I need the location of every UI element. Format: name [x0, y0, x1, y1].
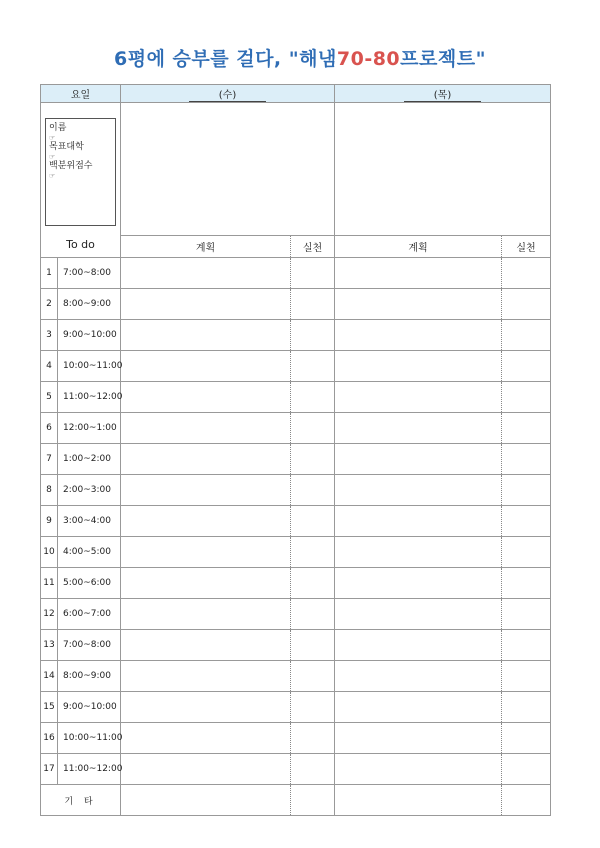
day2-practice-cell[interactable] — [502, 754, 551, 785]
day2-practice-cell[interactable] — [502, 351, 551, 382]
day2-practice-cell[interactable] — [502, 630, 551, 661]
slot-time: 7:00~8:00 — [58, 630, 121, 661]
slot-time: 5:00~6:00 — [58, 568, 121, 599]
day2-notes[interactable] — [335, 103, 551, 236]
time-slot-row — [41, 692, 551, 723]
slot-number: 16 — [41, 723, 58, 754]
day2-plan-cell[interactable] — [335, 537, 502, 568]
slot-number: 7 — [41, 444, 58, 475]
day1-practice-cell[interactable] — [291, 351, 335, 382]
day2-practice-cell[interactable] — [502, 258, 551, 289]
slot-number: 4 — [41, 351, 58, 382]
day2-plan-cell[interactable] — [335, 506, 502, 537]
day2-practice-cell[interactable] — [502, 444, 551, 475]
day2-plan-cell[interactable] — [335, 599, 502, 630]
slot-time: 2:00~3:00 — [58, 475, 121, 506]
goal-label: 목표대학 — [49, 141, 84, 152]
day2-practice-cell[interactable] — [502, 413, 551, 444]
slot-time: 1:00~2:00 — [58, 444, 121, 475]
day1-practice-cell[interactable] — [291, 723, 335, 754]
slot-number: 5 — [41, 382, 58, 413]
day2-practice-cell[interactable] — [502, 289, 551, 320]
day2-plan-cell[interactable] — [335, 444, 502, 475]
day1-practice-cell[interactable] — [291, 537, 335, 568]
slot-time: 11:00~12:00 — [58, 754, 121, 785]
slot-number: 12 — [41, 599, 58, 630]
weekday-label: 요일 — [41, 85, 121, 103]
time-slot-row — [41, 537, 551, 568]
day1-label: (수) — [189, 86, 266, 102]
slot-time: 4:00~5:00 — [58, 537, 121, 568]
day2-practice-cell[interactable] — [502, 382, 551, 413]
day1-practice-cell[interactable] — [291, 568, 335, 599]
day1-plan-cell[interactable] — [121, 351, 291, 382]
title-part2: 70-80 — [336, 48, 401, 70]
slot-number: 14 — [41, 661, 58, 692]
header-row — [41, 85, 551, 103]
day1-plan-cell[interactable] — [121, 320, 291, 351]
day1-plan-cell[interactable] — [121, 537, 291, 568]
day1-extra-practice[interactable] — [291, 785, 335, 816]
slot-time: 9:00~10:00 — [58, 320, 121, 351]
time-slot-row — [41, 475, 551, 506]
title-part1: 6평에 승부를 걸다, "해냄 — [114, 48, 337, 70]
slot-number: 1 — [41, 258, 58, 289]
time-slot-row — [41, 413, 551, 444]
slot-time: 3:00~4:00 — [58, 506, 121, 537]
time-slot-row — [41, 506, 551, 537]
day1-practice-header: 실천 — [291, 236, 335, 258]
day1-plan-cell[interactable] — [121, 289, 291, 320]
page-title — [0, 44, 600, 71]
day1-practice-cell[interactable] — [291, 289, 335, 320]
day1-practice-cell[interactable] — [291, 444, 335, 475]
pointer-icon: ☞ — [49, 152, 56, 161]
day1-practice-cell[interactable] — [291, 258, 335, 289]
day1-practice-cell[interactable] — [291, 320, 335, 351]
info-cell — [41, 103, 121, 258]
day1-plan-cell[interactable] — [121, 444, 291, 475]
day1-plan-cell[interactable] — [121, 661, 291, 692]
slot-time: 10:00~11:00 — [58, 723, 121, 754]
day1-extra-plan[interactable] — [121, 785, 291, 816]
slot-number: 3 — [41, 320, 58, 351]
slot-time: 8:00~9:00 — [58, 289, 121, 320]
slot-number: 17 — [41, 754, 58, 785]
time-slot-row — [41, 351, 551, 382]
time-slot-row — [41, 444, 551, 475]
name-label: 이름 — [49, 122, 67, 133]
time-slot-row — [41, 289, 551, 320]
day2-plan-cell[interactable] — [335, 754, 502, 785]
day2-practice-header: 실천 — [502, 236, 551, 258]
time-slot-row — [41, 630, 551, 661]
day1-practice-cell[interactable] — [291, 599, 335, 630]
day1-plan-cell[interactable] — [121, 475, 291, 506]
time-slot-row — [41, 754, 551, 785]
slot-number: 8 — [41, 475, 58, 506]
slot-time: 12:00~1:00 — [58, 413, 121, 444]
day1-plan-cell[interactable] — [121, 630, 291, 661]
percentile-label: 백분위점수 — [49, 160, 93, 171]
slot-time: 10:00~11:00 — [58, 351, 121, 382]
day1-practice-cell[interactable] — [291, 382, 335, 413]
day1-plan-cell[interactable] — [121, 599, 291, 630]
day2-plan-cell[interactable] — [335, 723, 502, 754]
day2-plan-cell[interactable] — [335, 630, 502, 661]
slot-number: 10 — [41, 537, 58, 568]
title-part3: 프로젝트" — [400, 48, 486, 70]
day1-practice-cell[interactable] — [291, 506, 335, 537]
slot-time: 6:00~7:00 — [58, 599, 121, 630]
time-slot-row — [41, 382, 551, 413]
time-slot-row — [41, 599, 551, 630]
slot-time: 11:00~12:00 — [58, 382, 121, 413]
day2-plan-cell[interactable] — [335, 320, 502, 351]
slot-time: 7:00~8:00 — [58, 258, 121, 289]
day2-practice-cell[interactable] — [502, 320, 551, 351]
slot-number: 11 — [41, 568, 58, 599]
day2-plan-cell[interactable] — [335, 382, 502, 413]
slot-time: 9:00~10:00 — [58, 692, 121, 723]
day1-plan-header: 계획 — [121, 236, 291, 258]
day1-plan-cell[interactable] — [121, 568, 291, 599]
day2-plan-cell[interactable] — [335, 351, 502, 382]
day2-plan-cell[interactable] — [335, 692, 502, 723]
day2-extra-practice[interactable] — [502, 785, 551, 816]
extra-label: 기 타 — [41, 785, 121, 816]
day1-plan-cell[interactable] — [121, 754, 291, 785]
day1-practice-cell[interactable] — [291, 475, 335, 506]
day1-plan-cell[interactable] — [121, 382, 291, 413]
slot-time: 8:00~9:00 — [58, 661, 121, 692]
day1-practice-cell[interactable] — [291, 630, 335, 661]
todo-label: To do — [66, 237, 95, 251]
time-slot-row — [41, 568, 551, 599]
day2-practice-cell[interactable] — [502, 537, 551, 568]
day1-practice-cell[interactable] — [291, 661, 335, 692]
day2-practice-cell[interactable] — [502, 599, 551, 630]
day1-practice-cell[interactable] — [291, 692, 335, 723]
slot-number: 15 — [41, 692, 58, 723]
day1-header — [121, 85, 335, 103]
day2-practice-cell[interactable] — [502, 475, 551, 506]
day2-practice-cell[interactable] — [502, 692, 551, 723]
planner-table — [40, 84, 551, 816]
day2-plan-cell[interactable] — [335, 475, 502, 506]
day2-plan-cell[interactable] — [335, 413, 502, 444]
day2-plan-header: 계획 — [335, 236, 502, 258]
extra-row — [41, 785, 551, 816]
day2-practice-cell[interactable] — [502, 568, 551, 599]
pointer-icon: ☞ — [49, 171, 56, 180]
day2-plan-cell[interactable] — [335, 568, 502, 599]
info-row — [41, 103, 551, 236]
day2-practice-cell[interactable] — [502, 506, 551, 537]
day2-plan-cell[interactable] — [335, 258, 502, 289]
day2-practice-cell[interactable] — [502, 723, 551, 754]
day2-plan-cell[interactable] — [335, 661, 502, 692]
time-slot-row — [41, 258, 551, 289]
time-slot-row — [41, 661, 551, 692]
slot-number: 13 — [41, 630, 58, 661]
time-slot-row — [41, 320, 551, 351]
day2-label: (목) — [404, 86, 481, 102]
day2-practice-cell[interactable] — [502, 661, 551, 692]
day1-notes[interactable] — [121, 103, 335, 236]
slot-number: 9 — [41, 506, 58, 537]
day1-plan-cell[interactable] — [121, 692, 291, 723]
day1-practice-cell[interactable] — [291, 413, 335, 444]
slot-number: 6 — [41, 413, 58, 444]
day2-plan-cell[interactable] — [335, 289, 502, 320]
day1-plan-cell[interactable] — [121, 723, 291, 754]
day1-plan-cell[interactable] — [121, 413, 291, 444]
day2-header — [335, 85, 551, 103]
day1-plan-cell[interactable] — [121, 506, 291, 537]
day2-extra-plan[interactable] — [335, 785, 502, 816]
day1-practice-cell[interactable] — [291, 754, 335, 785]
slot-number: 2 — [41, 289, 58, 320]
pointer-icon: ☞ — [49, 133, 56, 142]
student-info-box — [45, 118, 116, 226]
time-slot-row — [41, 723, 551, 754]
day1-plan-cell[interactable] — [121, 258, 291, 289]
